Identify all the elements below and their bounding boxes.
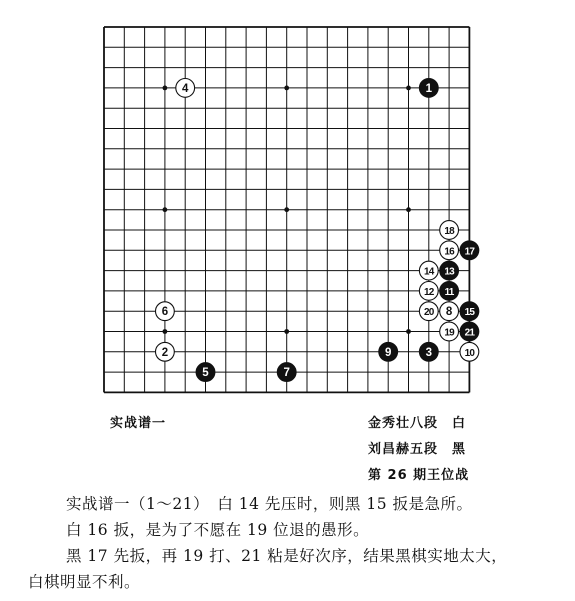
move-number-label: 5 <box>202 367 209 380</box>
move-number-label: 15 <box>464 307 475 319</box>
white-stone <box>176 79 195 98</box>
black-stone <box>440 282 459 301</box>
star-point <box>284 207 289 212</box>
white-stone <box>460 342 479 361</box>
star-point <box>163 329 168 334</box>
move-number-label: 16 <box>444 246 454 258</box>
white-stone <box>440 241 459 260</box>
move-number-label: 3 <box>425 346 433 359</box>
black-stone <box>460 241 479 260</box>
diagram-title: 实战谱一 <box>110 416 167 431</box>
black-stone <box>440 261 459 280</box>
move-number-label: 8 <box>445 306 453 319</box>
star-point <box>284 86 289 91</box>
white-stone <box>440 302 459 321</box>
black-stone <box>277 363 296 382</box>
black-stone <box>460 302 479 321</box>
move-number-label: 18 <box>444 226 454 237</box>
star-point <box>406 86 411 91</box>
move-number-label: 4 <box>181 82 189 95</box>
black-stone <box>419 79 438 98</box>
move-number-label: 12 <box>424 286 434 298</box>
move-number-label: 11 <box>444 286 454 298</box>
move-number-label: 19 <box>444 327 454 339</box>
black-stone <box>419 342 438 361</box>
commentary-line-2: 白 16 扳，是为了不愿在 19 位退的愚形。 <box>66 521 370 539</box>
move-number-label: 20 <box>424 307 434 319</box>
commentary-line-1: 实战谱一（1～21） 白 14 先压时，则黑 15 扳是急所。 <box>66 495 473 513</box>
star-point <box>163 207 168 212</box>
black-stone <box>379 342 398 361</box>
commentary-line-4: 白棋明显不利。 <box>28 573 141 591</box>
white-player-label: 金秀壮八段 白 <box>368 416 467 431</box>
move-number-label: 7 <box>283 367 290 380</box>
white-stone <box>419 282 438 301</box>
white-stone <box>440 221 459 240</box>
white-stone <box>156 342 175 361</box>
star-point <box>163 86 168 91</box>
star-point <box>406 329 411 334</box>
move-number-label: 6 <box>161 306 169 319</box>
black-stone <box>196 363 215 382</box>
black-player-label: 刘昌赫五段 黑 <box>368 442 467 457</box>
move-number-label: 17 <box>464 246 475 258</box>
white-stone <box>419 261 438 280</box>
star-point <box>284 329 289 334</box>
white-stone <box>419 302 438 321</box>
move-number-label: 1 <box>425 82 433 95</box>
move-number-label: 21 <box>464 327 475 339</box>
move-number-label: 2 <box>161 346 169 359</box>
star-point <box>406 207 411 212</box>
black-stone <box>460 322 479 341</box>
move-number-label: 13 <box>444 266 454 278</box>
white-stone <box>156 302 175 321</box>
commentary-line-3: 黑 17 先扳，再 19 打、21 粘是好次序，结果黑棋实地太大， <box>66 547 508 565</box>
move-number-label: 10 <box>464 347 475 359</box>
white-stone <box>440 322 459 341</box>
event-label: 第 26 期王位战 <box>368 468 470 483</box>
move-number-label: 9 <box>384 346 392 359</box>
move-number-label: 14 <box>424 266 434 278</box>
